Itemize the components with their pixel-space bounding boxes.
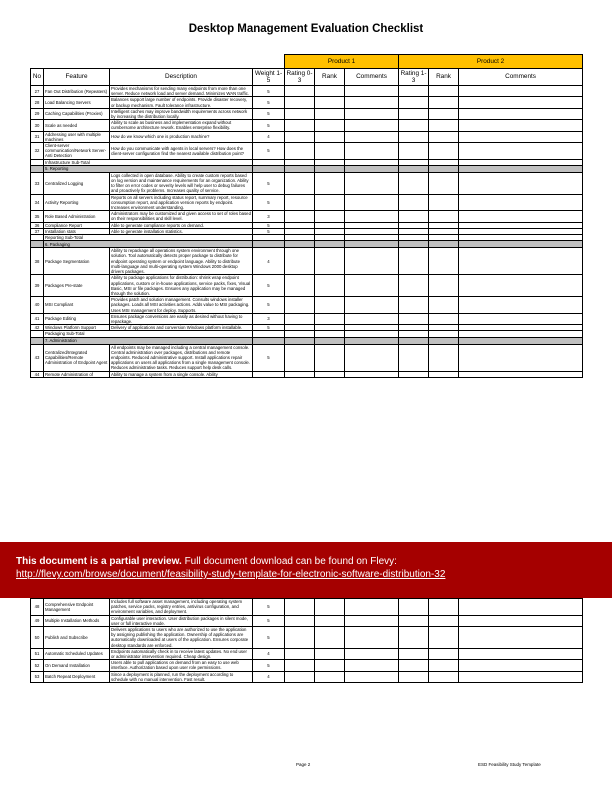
comments-1-cell xyxy=(345,599,399,616)
rating-2-cell xyxy=(399,371,429,377)
rating-2-cell xyxy=(399,615,429,626)
comments-2-cell xyxy=(459,671,583,682)
subtotal-label: Reporting Sub-Total xyxy=(44,235,253,241)
weight-cell: 5 xyxy=(253,325,285,331)
rank-2-cell xyxy=(429,671,459,682)
weight-cell: 5 xyxy=(253,108,285,119)
table-row xyxy=(31,627,583,649)
row-number xyxy=(31,337,44,344)
table-row xyxy=(31,660,583,671)
weight-cell: 5 xyxy=(253,172,285,194)
comments-1-cell xyxy=(345,344,399,371)
feature-cell: Batch Repeat Deployment xyxy=(44,671,110,682)
row-number: 48 xyxy=(31,599,44,616)
rank-2-cell xyxy=(429,297,459,314)
rank-1-cell xyxy=(315,248,345,275)
comments-2-cell xyxy=(459,660,583,671)
comments-2-cell xyxy=(459,648,583,659)
rank-1-cell xyxy=(315,660,345,671)
weight-cell: 5 xyxy=(253,194,285,211)
description-cell: Delivers applications to users who are authorized to use the application by assigning publishing the application. Ownership of applications are automatically downloaded at users of the application. Ensures corporate desktop standards are enforced. xyxy=(110,627,253,649)
weight-cell: 5 xyxy=(253,297,285,314)
row-number: 40 xyxy=(31,297,44,314)
rank-1-cell xyxy=(315,86,345,97)
table-row xyxy=(31,108,583,119)
rank-1-cell xyxy=(315,371,345,377)
feature-cell: Publish and Subscribe xyxy=(44,627,110,649)
feature-cell: Activity Reporting xyxy=(44,194,110,211)
row-number: 36 xyxy=(31,222,44,228)
weight-cell: 4 xyxy=(253,671,285,682)
rating-2-cell xyxy=(399,337,429,344)
row-number xyxy=(31,165,44,172)
description-cell: Ability to package applications for distribution: shrink wrap endpoint applications, custom or in-house applications, service packs, fixes, Visual Basic, MSI or file packages. Ensures any application may be managed through the solution. xyxy=(110,275,253,297)
comments-2-cell xyxy=(459,371,583,377)
rating-1-cell xyxy=(285,86,315,97)
weight-cell xyxy=(253,165,285,172)
description-cell: Ensures package conversions are easily as desired without having to repackage. xyxy=(110,313,253,324)
weight-cell: 4 xyxy=(253,648,285,659)
rank-2-cell xyxy=(429,371,459,377)
description-cell: Administrators may be customized and given access to set of roles based on their responsibilities and skill level. xyxy=(111,211,251,222)
weight-cell: 5 xyxy=(253,222,285,228)
description-cell: Configurable user interaction. User distribution packages in silent mode, user or full interactive mode. xyxy=(110,615,253,626)
checklist-table xyxy=(30,54,583,378)
comments-2-cell xyxy=(459,248,583,275)
description-cell: Ability to scale as business and implementation expand without cumbersome architecture rework. Enables enterprise flexibility. xyxy=(110,120,253,131)
rank-1-cell xyxy=(315,108,345,119)
table-row xyxy=(31,120,583,131)
comments-1-cell xyxy=(345,108,399,119)
weight-cell xyxy=(253,371,285,377)
weight-cell: 5 xyxy=(253,143,285,160)
subtotal-label: Packaging Sub-Total xyxy=(44,331,253,337)
rank-1-cell xyxy=(315,97,345,108)
row-number: 51 xyxy=(31,648,44,659)
comments-1-cell xyxy=(345,97,399,108)
rating-2-cell xyxy=(399,313,429,324)
rank-2-cell xyxy=(429,660,459,671)
rank-1-cell xyxy=(315,120,345,131)
download-link[interactable]: http://flevy.com/browse/document/feasibility-study-template-for-electronic-software-distribution-32 xyxy=(16,569,446,580)
table-row xyxy=(31,615,583,626)
table-row xyxy=(31,344,583,371)
comments-1-cell xyxy=(345,671,399,682)
rating-1-cell xyxy=(285,671,315,682)
comments-2-cell xyxy=(459,627,583,649)
rank-2-cell xyxy=(429,648,459,659)
comments-2-cell xyxy=(459,194,583,211)
comments-2-cell xyxy=(459,211,583,222)
checklist-table-continued xyxy=(30,598,583,683)
rank-1-cell xyxy=(315,131,345,142)
description-cell: Ability to repackage all operations system environment through one solution. Tool automatically detects proper package to distribute for endpoint operating system or endpoint language. Ability to distribute multi-language and multi-operating system Windows 2000 desktop drivers packages. xyxy=(110,248,253,275)
comments-1-cell xyxy=(345,131,399,142)
description-cell: Able to generate compliance reports on demand. xyxy=(110,222,253,228)
rating-2-cell xyxy=(399,344,429,371)
footer-doc-title: ESD Feasibility Study Template xyxy=(478,762,541,767)
weight-cell: 5 xyxy=(253,86,285,97)
rating-1-cell xyxy=(285,275,315,297)
rating-2-cell xyxy=(399,671,429,682)
description-cell: Logs collected in open database. Ability to create custom reports based on log version and maintenance requirements for an organization. Ability to filter on error codes or severity levels will help user to debug failures and proactively fix problems. Increases quality of service. xyxy=(110,172,253,194)
comments-1-cell xyxy=(345,313,399,324)
weight-cell: 5 xyxy=(253,120,285,131)
rank-2-cell xyxy=(429,143,459,160)
comments-1-cell xyxy=(345,194,399,211)
rank-1-cell xyxy=(315,313,345,324)
rank-1-cell xyxy=(315,599,345,616)
comments-2-cell xyxy=(459,615,583,626)
row-number: 39 xyxy=(31,275,44,297)
feature-cell: Packages Pre-state xyxy=(44,275,110,297)
row-number: 33 xyxy=(31,172,44,194)
rating-2-cell xyxy=(399,211,429,222)
comments-1-cell xyxy=(345,648,399,659)
table-row xyxy=(31,211,583,222)
rating-2-cell xyxy=(399,648,429,659)
rating-2-cell xyxy=(399,275,429,297)
table-row xyxy=(31,131,583,142)
feature-cell: On Demand Installation xyxy=(44,660,110,671)
table-row xyxy=(31,248,583,275)
row-number: 32 xyxy=(31,143,44,160)
description-cell: All endpoints may be managed including a central management console. Central administration over packages, distributions and remote endpoints. Reduced administrative support. Install applications repair applications on users all applications from a single management console. Reduces administrative tasks. Reduces support help desk calls. xyxy=(110,344,253,371)
page-number: Page 2 xyxy=(296,762,311,767)
comments-2-cell xyxy=(459,313,583,324)
rating-1-cell xyxy=(285,627,315,649)
section-header-row xyxy=(31,337,583,344)
weight-cell: 5 xyxy=(253,344,285,371)
rating-2-cell xyxy=(399,297,429,314)
rating-1-cell xyxy=(285,599,315,616)
rank-1-cell xyxy=(315,143,345,160)
rating-1-cell xyxy=(285,97,315,108)
row-number: 44 xyxy=(31,371,44,377)
table-row xyxy=(31,371,583,377)
rating-1-cell xyxy=(285,131,315,142)
row-number: 49 xyxy=(31,615,44,626)
weight-cell: 3 xyxy=(253,313,285,324)
col-rank-2: Rank xyxy=(429,69,459,86)
col-comments-1: Comments xyxy=(345,69,399,86)
weight-cell: 4 xyxy=(253,131,285,142)
rank-1-cell xyxy=(315,165,345,172)
comments-2-cell xyxy=(459,131,583,142)
comments-1-cell xyxy=(345,275,399,297)
col-no: No xyxy=(31,69,44,86)
description-cell: Provides patch and solution management. Consults windows installer packages. Loads all MSI activities actions. Adds value to MSI packaging. Uses MSI management for deploy. Supports. xyxy=(110,297,253,314)
rank-1-cell xyxy=(315,671,345,682)
rating-2-cell xyxy=(399,143,429,160)
feature-cell: Multiple Installation Methods xyxy=(44,615,110,626)
rank-2-cell xyxy=(429,172,459,194)
table-row xyxy=(31,671,583,682)
col-feature: Feature xyxy=(44,69,110,86)
comments-1-cell xyxy=(345,660,399,671)
rating-1-cell xyxy=(285,344,315,371)
comments-1-cell xyxy=(345,371,399,377)
rank-2-cell xyxy=(429,627,459,649)
rank-2-cell xyxy=(429,599,459,616)
rating-2-cell xyxy=(399,86,429,97)
feature-cell: Remote Administration of xyxy=(44,371,110,377)
feature-cell: Role Based Administration xyxy=(44,211,110,222)
rank-2-cell xyxy=(429,344,459,371)
row-number: 30 xyxy=(31,120,44,131)
table-row xyxy=(31,86,583,97)
rating-1-cell xyxy=(285,194,315,211)
preview-banner xyxy=(0,542,612,598)
rank-1-cell xyxy=(315,344,345,371)
row-number: 52 xyxy=(31,660,44,671)
rating-2-cell xyxy=(399,108,429,119)
comments-2-cell xyxy=(459,599,583,616)
row-number: 34 xyxy=(31,194,44,211)
comments-2-cell xyxy=(459,97,583,108)
description-cell: How do we know which one is production machine? xyxy=(110,131,253,142)
table-row xyxy=(31,297,583,314)
rank-1-cell xyxy=(315,297,345,314)
rank-1-cell xyxy=(315,615,345,626)
description-cell: Since a deployment is planned, run the deployment according to schedule with no manual intervention. Fast result. xyxy=(110,671,253,682)
comments-1-cell xyxy=(345,86,399,97)
banner-text: Full document download can be found on Flevy: xyxy=(184,556,397,567)
weight-cell: 4 xyxy=(253,248,285,275)
section-title: 5. Reporting xyxy=(44,165,253,172)
feature-cell: Centralized/Integrated Capabilities/Remote Administration of Endpoint Agent xyxy=(44,344,110,371)
weight-cell xyxy=(253,241,285,248)
feature-cell: Caching Capabilities (Proxies) xyxy=(44,108,110,119)
rating-2-cell xyxy=(399,660,429,671)
rating-1-cell xyxy=(285,248,315,275)
feature-cell: Centralized Logging xyxy=(44,172,110,194)
comments-1-cell xyxy=(345,211,399,222)
table-row xyxy=(31,172,583,194)
comments-1-cell xyxy=(345,165,399,172)
rating-1-cell xyxy=(285,143,315,160)
table-row xyxy=(31,97,583,108)
table-row xyxy=(31,313,583,324)
rating-1-cell xyxy=(285,172,315,194)
rating-1-cell xyxy=(285,297,315,314)
weight-cell: 5 xyxy=(253,275,285,297)
comments-2-cell xyxy=(459,172,583,194)
comments-2-cell xyxy=(459,337,583,344)
rank-1-cell xyxy=(315,172,345,194)
table-row xyxy=(31,194,583,211)
description-cell: Ability to manage a system from a single console. Ability xyxy=(110,371,253,377)
comments-1-cell xyxy=(345,143,399,160)
rank-2-cell xyxy=(429,211,459,222)
rating-1-cell xyxy=(285,120,315,131)
rank-2-cell xyxy=(429,194,459,211)
product-1-header: Product 1 xyxy=(285,55,399,69)
weight-cell: 5 xyxy=(253,97,285,108)
rank-2-cell xyxy=(429,131,459,142)
rating-2-cell xyxy=(399,599,429,616)
rating-2-cell xyxy=(399,165,429,172)
comments-2-cell xyxy=(459,120,583,131)
product-2-header: Product 2 xyxy=(399,55,583,69)
col-comments-2: Comments xyxy=(459,69,583,86)
row-number: 29 xyxy=(31,108,44,119)
row-number: 28 xyxy=(31,97,44,108)
table-row xyxy=(31,275,583,297)
comments-1-cell xyxy=(345,172,399,194)
description-cell: Endpoints automatically check in to receive latest updates. No end user or administrator intervention required. Cheap design. xyxy=(110,648,253,659)
feature-cell: Package Editing xyxy=(44,313,110,324)
rank-2-cell xyxy=(429,165,459,172)
description-cell: Able to generate installation statistics. xyxy=(110,228,253,234)
comments-2-cell xyxy=(459,86,583,97)
weight-cell: 5 xyxy=(253,627,285,649)
col-rating-2: Rating 1-3 xyxy=(399,69,429,86)
description-cell: Balances support large number of endpoints. Provide disaster recovery, or backup mechanism. Fault tolerance infrastructure. xyxy=(110,97,253,108)
weight-cell: 5 xyxy=(253,228,285,234)
row-number: 37 xyxy=(31,228,44,234)
rank-1-cell xyxy=(315,211,345,222)
rating-2-cell xyxy=(399,248,429,275)
rank-2-cell xyxy=(429,241,459,248)
rating-2-cell xyxy=(399,241,429,248)
weight-cell: 5 xyxy=(253,615,285,626)
comments-2-cell xyxy=(459,108,583,119)
row-number: 42 xyxy=(31,325,44,331)
comments-1-cell xyxy=(345,248,399,275)
section-title: 7. Administration xyxy=(44,337,253,344)
section-header-row xyxy=(31,241,583,248)
feature-cell: Automatic Scheduled Updates xyxy=(44,648,110,659)
rating-1-cell xyxy=(285,108,315,119)
rank-2-cell xyxy=(429,313,459,324)
description-cell: Users able to pull applications on demand from an easy to use web interface. Authorization based upon user role permissions. xyxy=(110,660,253,671)
section-title: 6. Packaging xyxy=(44,241,253,248)
rank-1-cell xyxy=(315,337,345,344)
description-cell: Reports on all servers including status report, summary report, resource consumption report, and application version reports by endpoint. Increases environment understanding. xyxy=(110,194,253,211)
comments-1-cell xyxy=(345,297,399,314)
comments-1-cell xyxy=(345,241,399,248)
table-row xyxy=(31,143,583,160)
rating-1-cell xyxy=(285,241,315,248)
table-row xyxy=(31,599,583,616)
row-number: 43 xyxy=(31,344,44,371)
comments-2-cell xyxy=(459,143,583,160)
description-cell: Intelligent caches may improve bandwidth requirements across network by increasing the distribution locally. xyxy=(110,108,253,119)
feature-cell: Comprehensive Endpoint Management xyxy=(44,599,110,616)
row-number: 31 xyxy=(31,131,44,142)
comments-1-cell xyxy=(345,615,399,626)
description-cell: Provides mechanisms for sending many endpoints from more than one server. Reduce network load and server demand. Minimizes WAN traffic. xyxy=(110,86,253,97)
comments-2-cell xyxy=(459,275,583,297)
rating-2-cell xyxy=(399,97,429,108)
rank-1-cell xyxy=(315,648,345,659)
banner-bold-text: This document is a partial preview. xyxy=(16,556,182,567)
rank-1-cell xyxy=(315,241,345,248)
feature-cell: Package Segmentation xyxy=(44,248,110,275)
rank-2-cell xyxy=(429,337,459,344)
rating-2-cell xyxy=(399,120,429,131)
weight-cell: 5 xyxy=(253,660,285,671)
col-weight: Weight 1-5 xyxy=(253,69,285,86)
subtotal-label: Infrastructure Sub-Total xyxy=(44,159,253,165)
rank-2-cell xyxy=(429,275,459,297)
comments-1-cell xyxy=(345,120,399,131)
rating-2-cell xyxy=(399,194,429,211)
rating-1-cell xyxy=(285,211,315,222)
col-rating-1: Rating 0-3 xyxy=(285,69,315,86)
rank-2-cell xyxy=(429,615,459,626)
rating-2-cell xyxy=(399,172,429,194)
rating-1-cell xyxy=(285,337,315,344)
feature-cell: Installation stats xyxy=(44,228,110,234)
feature-cell: Scale as needed xyxy=(44,120,110,131)
feature-cell: Compliance Report xyxy=(44,222,110,228)
row-number: 41 xyxy=(31,313,44,324)
feature-cell: Client-server communication/Network Server-Anti Detection xyxy=(44,143,110,160)
weight-cell: 5 xyxy=(253,599,285,616)
page-title: Desktop Management Evaluation Checklist xyxy=(188,23,424,35)
rank-1-cell xyxy=(315,627,345,649)
description-cell: Includes full software asset management, including operating system patches, service packs, registry entries, antivirus configuration, and environment variables, and deployment. xyxy=(110,599,253,616)
rank-1-cell xyxy=(315,194,345,211)
col-rank-1: Rank xyxy=(315,69,345,86)
rating-1-cell xyxy=(285,165,315,172)
feature-cell: Addressing user with multiple machines xyxy=(44,131,110,142)
comments-2-cell xyxy=(459,165,583,172)
description-cell: Delivery of applications and conversion Windows platform installable. xyxy=(110,325,253,331)
comments-2-cell xyxy=(459,344,583,371)
section-header-row xyxy=(31,165,583,172)
table-row xyxy=(31,648,583,659)
rank-2-cell xyxy=(429,97,459,108)
row-number xyxy=(31,241,44,248)
comments-1-cell xyxy=(345,337,399,344)
rating-1-cell xyxy=(285,648,315,659)
description-cell: How do you communicate with agents in local servers? How does the client-server configuration find the nearest available distribution point? xyxy=(110,143,253,160)
rank-2-cell xyxy=(429,248,459,275)
rank-2-cell xyxy=(429,108,459,119)
feature-cell: Fan Out Distribution (Repeaters) xyxy=(44,86,110,97)
row-number: 35 xyxy=(31,211,44,222)
rating-2-cell xyxy=(399,627,429,649)
rating-1-cell xyxy=(285,660,315,671)
rating-1-cell xyxy=(285,313,315,324)
row-number: 38 xyxy=(31,248,44,275)
row-number: 27 xyxy=(31,86,44,97)
rating-1-cell xyxy=(285,615,315,626)
comments-2-cell xyxy=(459,241,583,248)
weight-cell xyxy=(253,337,285,344)
col-description: Description xyxy=(110,69,253,86)
comments-2-cell xyxy=(459,297,583,314)
rank-2-cell xyxy=(429,120,459,131)
row-number: 50 xyxy=(31,627,44,649)
feature-cell: MSI Compliant xyxy=(44,297,110,314)
rating-2-cell xyxy=(399,131,429,142)
rank-1-cell xyxy=(315,275,345,297)
row-number: 53 xyxy=(31,671,44,682)
feature-cell: Load Balancing Servers xyxy=(44,97,110,108)
rating-1-cell xyxy=(285,371,315,377)
rank-2-cell xyxy=(429,86,459,97)
comments-1-cell xyxy=(345,627,399,649)
feature-cell: Windows Platform Support xyxy=(44,325,110,331)
weight-cell: 3 xyxy=(253,211,285,222)
